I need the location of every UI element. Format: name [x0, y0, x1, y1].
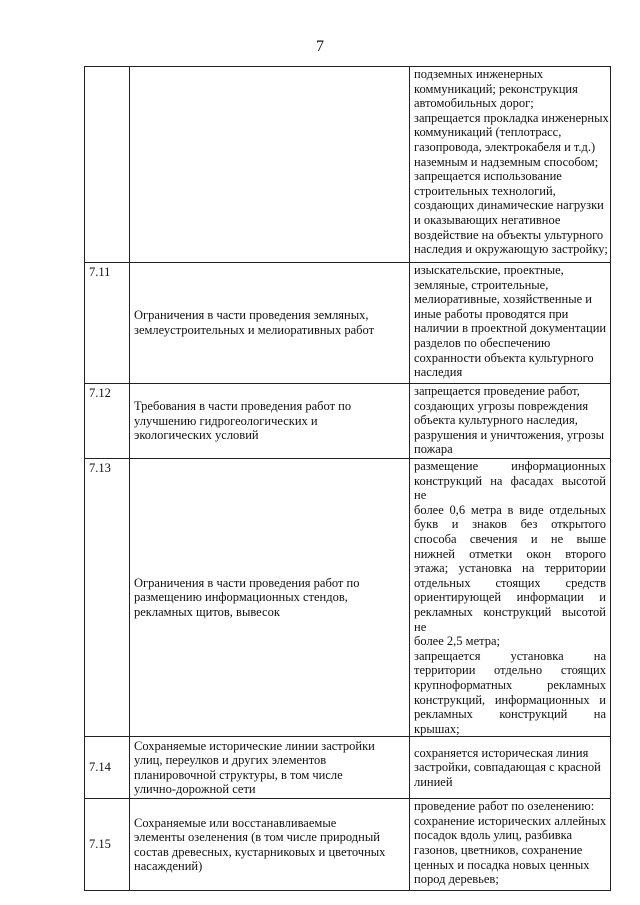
name-line: планировочной структуры, в том числе — [134, 767, 343, 782]
name-line: элементы озеленения (в том числе природный — [134, 830, 380, 845]
requirement-line: сохраняется историческая линия — [414, 745, 589, 760]
requirement-line: пожара — [414, 442, 453, 457]
requirement-line: наземным и надземным способом; — [414, 154, 599, 169]
table-row — [85, 263, 611, 384]
name-line: рекламных щитов, вывесок — [134, 604, 280, 619]
row-name — [130, 263, 410, 384]
requirement-line: создающих динамические нагрузки — [414, 198, 604, 213]
row-requirements — [410, 737, 611, 799]
requirement-line: газопровода, электрокабеля и т.д.) — [414, 139, 596, 154]
table-row — [85, 67, 611, 263]
requirement-line: наличии в проектной документации — [414, 321, 607, 336]
requirement-line: коммуникаций (теплотрасс, — [414, 125, 562, 140]
requirement-line: газонов, цветников, сохранение — [414, 843, 583, 858]
table-row — [85, 737, 611, 799]
name-line: Сохраняемые исторические линии застройки — [134, 738, 375, 753]
row-requirements — [410, 799, 611, 891]
requirement-line: автомобильных дорог; — [414, 96, 534, 111]
row-name — [130, 67, 410, 263]
requirement-line: мелиоративные, хозяйственные и — [414, 292, 592, 307]
name-line: состав древесных, кустарниковых и цветочных — [134, 844, 386, 859]
requirement-line: букв и знаков без открытого — [414, 517, 606, 532]
requirement-line: наследия — [414, 365, 463, 380]
requirement-line: этажа; установка на территории — [414, 561, 606, 576]
row-name — [130, 459, 410, 737]
regulations-table — [84, 66, 611, 891]
row-number: 7.13 — [85, 459, 130, 737]
requirement-line: пород деревьев; — [414, 872, 499, 887]
requirement-line: воздействие на объекты ультурного — [414, 227, 604, 242]
requirement-line: изыскательские, проектные, — [414, 263, 564, 277]
requirement-line: более 0,6 метра в виде отдельных — [414, 502, 606, 517]
requirement-line: запрещается использование — [414, 169, 562, 184]
requirement-line: ориентирующей информации и — [414, 590, 606, 605]
row-requirements — [410, 459, 611, 737]
table-row — [85, 459, 611, 737]
table-row — [85, 384, 611, 459]
requirement-line: ценных и посадка новых ценных — [414, 857, 590, 872]
requirement-line: способа свечения и не выше — [414, 531, 606, 546]
name-line: экологических условий — [134, 428, 259, 443]
page-number: 7 — [316, 38, 324, 55]
requirement-line: линией — [414, 775, 453, 790]
requirement-line: строительных технологий, — [414, 183, 556, 198]
requirement-line: подземных инженерных — [414, 67, 544, 81]
requirement-line: сохранение исторических аллейных — [414, 813, 607, 828]
requirement-line: рекламных конструкций высотой не — [414, 604, 606, 634]
requirement-line: разрушения и уничтожения, угрозы — [414, 427, 605, 442]
row-number — [85, 67, 130, 263]
name-line: Ограничения в части проведения земляных, — [134, 308, 369, 323]
requirement-line: крупноформатных рекламных — [414, 677, 606, 692]
row-name — [130, 737, 410, 799]
requirement-line: конструкций, информационных и — [414, 692, 606, 707]
requirement-line: проведение работ по озеленению: — [414, 799, 595, 814]
requirement-line: запрещается прокладка инженерных — [414, 110, 609, 125]
row-requirements — [410, 67, 611, 263]
row-requirements — [410, 384, 611, 459]
requirement-line: территории отдельно стоящих — [414, 663, 606, 678]
requirement-line: коммуникаций; реконструкция — [414, 81, 578, 96]
row-name — [130, 384, 410, 459]
requirement-line: рекламных конструкций на крышах; — [414, 707, 606, 736]
requirement-line: застройки, совпадающая с красной — [414, 760, 601, 775]
requirement-line: иные работы проводятся при — [414, 306, 569, 321]
row-number: 7.12 — [85, 384, 130, 459]
requirement-line: запрещается установка на — [414, 648, 606, 663]
requirement-line: более 2,5 метра; — [414, 634, 500, 649]
name-line: Требования в части проведения работ по — [134, 399, 352, 414]
name-line: улиц, переулков и других элементов — [134, 753, 327, 768]
row-number: 7.14 — [85, 737, 130, 799]
name-line: Сохраняемые или восстанавливаемые — [134, 815, 337, 830]
name-line: насаждений) — [134, 859, 203, 874]
requirement-line: запрещается проведение работ, — [414, 384, 580, 398]
requirement-line: наследия и окружающую застройку; — [414, 242, 608, 257]
name-line: размещению информационных стендов, — [134, 590, 348, 605]
requirement-line: разделов по обеспечению — [414, 335, 551, 350]
requirement-line: создающих угрозы повреждения — [414, 398, 589, 413]
name-line: улучшению гидрогеологических и — [134, 413, 318, 428]
requirement-line: сохранности объекта культурного — [414, 350, 594, 365]
row-requirements — [410, 263, 611, 384]
row-number: 7.11 — [85, 263, 130, 384]
requirement-line: нижней отметки окон второго — [414, 546, 606, 561]
requirement-line: конструкций на фасадах высотой не — [414, 473, 606, 503]
name-line: землеустроительных и мелиоративных работ — [134, 323, 375, 337]
requirement-line: земляные, строительные, — [414, 277, 549, 292]
name-line: Ограничения в части проведения работ по — [134, 575, 360, 590]
requirement-line: размещение информационных — [414, 459, 606, 473]
row-name — [130, 799, 410, 891]
table-row — [85, 799, 611, 891]
row-number: 7.15 — [85, 799, 130, 891]
requirement-line: и оказывающих негативное — [414, 212, 561, 227]
requirement-line: объекта культурного наследия, — [414, 413, 578, 428]
requirement-line: отдельных стоящих средств — [414, 575, 606, 590]
requirement-line: посадок вдоль улиц, разбивка — [414, 828, 573, 843]
name-line: улично-дорожной сети — [134, 782, 256, 797]
